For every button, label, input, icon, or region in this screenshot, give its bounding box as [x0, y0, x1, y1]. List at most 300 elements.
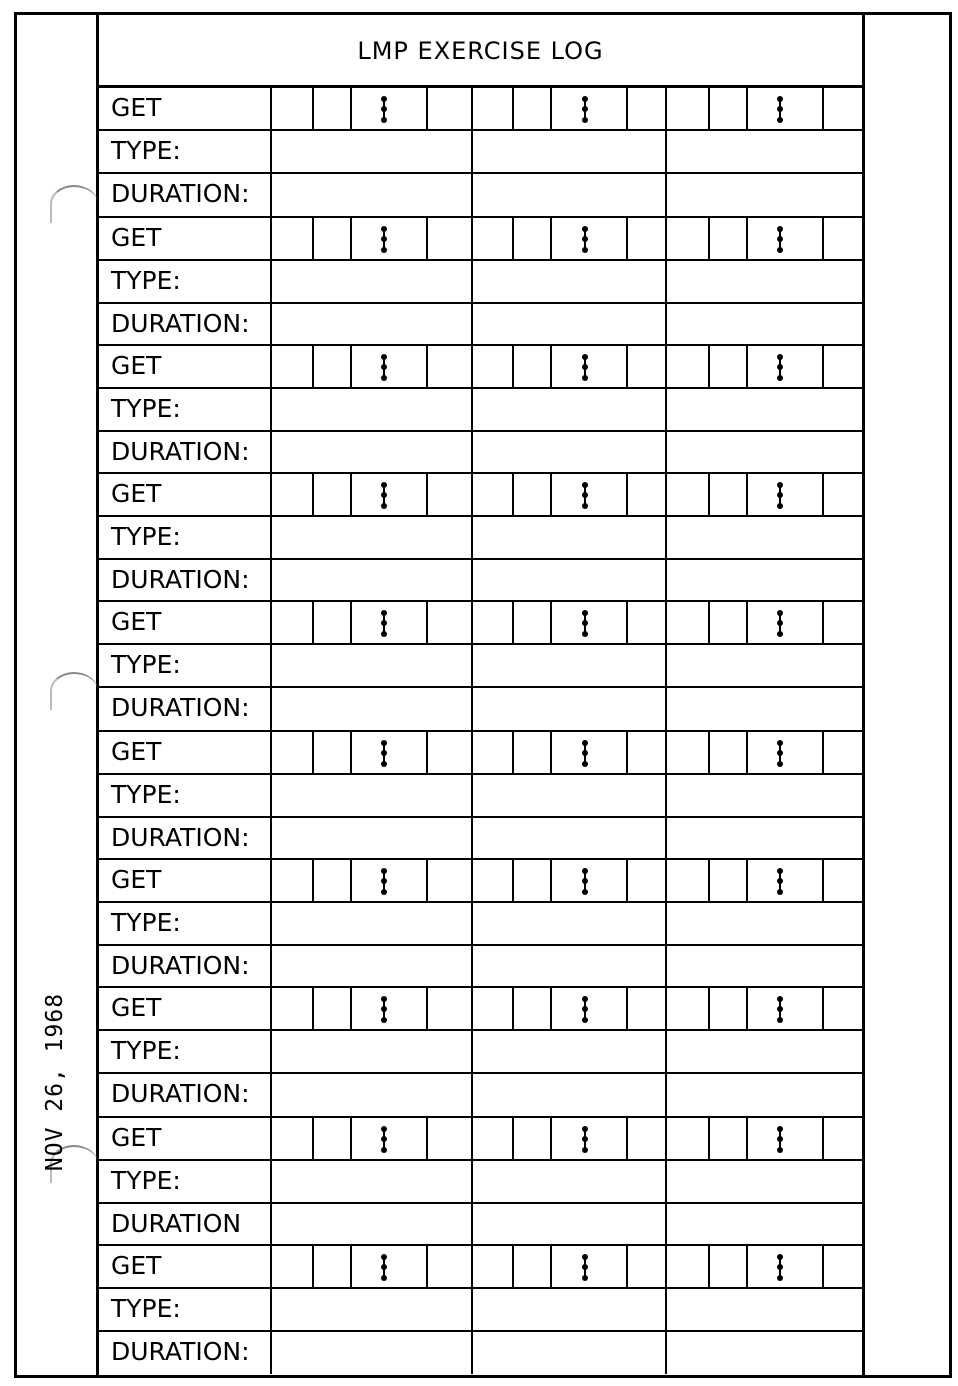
time-separator-dots [381, 866, 387, 897]
duration-entry-field[interactable] [667, 174, 862, 216]
digit-box-divider [512, 860, 514, 901]
type-label: TYPE: [111, 650, 181, 679]
type-label: TYPE: [111, 780, 181, 809]
type-entry-field[interactable] [473, 131, 665, 172]
digit-box-divider [312, 602, 314, 643]
digit-box-divider [312, 988, 314, 1029]
field-divider [270, 602, 272, 643]
separator-dot [582, 631, 588, 637]
separator-dot [582, 1275, 588, 1281]
type-entry-field[interactable] [272, 775, 471, 816]
duration-entry-field[interactable] [667, 560, 862, 600]
separator-dot [381, 1136, 387, 1142]
time-separator-dots [777, 1252, 783, 1283]
column-divider [665, 988, 667, 1029]
digit-box-divider [426, 732, 428, 773]
digit-box-divider [708, 346, 710, 387]
duration-entry-field[interactable] [473, 946, 665, 986]
digit-box-divider [708, 1118, 710, 1159]
duration-entry-field[interactable] [272, 560, 471, 600]
get-label: GET [111, 737, 162, 766]
type-entry-field[interactable] [473, 775, 665, 816]
column-divider [665, 218, 667, 259]
separator-dot [777, 503, 783, 509]
digit-box-divider [426, 474, 428, 515]
digit-box-divider [350, 1246, 352, 1287]
duration-entry-field[interactable] [667, 1332, 862, 1374]
separator-dot [582, 117, 588, 123]
duration-entry-field[interactable] [473, 1204, 665, 1244]
separator-dot [777, 878, 783, 884]
type-row [99, 1031, 862, 1074]
separator-dot [381, 878, 387, 884]
separator-dot [381, 1017, 387, 1023]
separator-dot [381, 610, 387, 616]
log-entry [99, 988, 862, 1118]
digit-box-divider [626, 218, 628, 259]
digit-box-divider [626, 1246, 628, 1287]
separator-dot [777, 1254, 783, 1260]
digit-box-divider [312, 732, 314, 773]
digit-box-divider [626, 732, 628, 773]
separator-dot [582, 868, 588, 874]
duration-entry-field[interactable] [667, 688, 862, 730]
time-separator-dots [777, 94, 783, 125]
type-entry-field[interactable] [473, 517, 665, 558]
separator-dot [381, 492, 387, 498]
digit-box-divider [512, 88, 514, 129]
type-entry-field[interactable] [473, 1031, 665, 1072]
time-separator-dots [777, 352, 783, 383]
separator-dot [777, 492, 783, 498]
type-label: TYPE: [111, 1166, 181, 1195]
column-divider [471, 860, 473, 901]
field-divider [270, 1246, 272, 1287]
duration-row [99, 560, 862, 602]
time-separator-dots [381, 1252, 387, 1283]
field-divider [270, 218, 272, 259]
digit-box-divider [350, 218, 352, 259]
column-divider [471, 1246, 473, 1287]
separator-dot [381, 761, 387, 767]
time-separator-dots [381, 738, 387, 769]
log-entry [99, 218, 862, 346]
duration-entry-field[interactable] [473, 1332, 665, 1374]
digit-box-divider [626, 602, 628, 643]
log-entry [99, 860, 862, 988]
digit-box-divider [550, 988, 552, 1029]
separator-dot [582, 1017, 588, 1023]
separator-dot [381, 482, 387, 488]
duration-entry-field[interactable] [667, 818, 862, 858]
separator-dot [381, 1264, 387, 1270]
type-entry-field[interactable] [667, 1289, 862, 1330]
duration-entry-field[interactable] [272, 304, 471, 344]
separator-dot [381, 631, 387, 637]
type-entry-field[interactable] [667, 1161, 862, 1202]
separator-dot [777, 364, 783, 370]
type-entry-field[interactable] [473, 1289, 665, 1330]
type-entry-field[interactable] [272, 1289, 471, 1330]
time-separator-dots [381, 994, 387, 1025]
separator-dot [777, 868, 783, 874]
digit-box-divider [626, 860, 628, 901]
digit-box-divider [426, 88, 428, 129]
type-entry-field[interactable] [473, 389, 665, 430]
duration-entry-field[interactable] [473, 688, 665, 730]
digit-box-divider [626, 346, 628, 387]
digit-box-divider [708, 860, 710, 901]
column-divider [471, 602, 473, 643]
digit-box-divider [822, 346, 824, 387]
column-divider [665, 602, 667, 643]
duration-row [99, 1074, 862, 1118]
digit-box-divider [312, 474, 314, 515]
digit-box-divider [822, 732, 824, 773]
digit-box-divider [822, 860, 824, 901]
digit-box-divider [550, 860, 552, 901]
digit-box-divider [512, 474, 514, 515]
duration-row [99, 304, 862, 346]
separator-dot [582, 375, 588, 381]
type-entry-field[interactable] [272, 261, 471, 302]
duration-entry-field[interactable] [272, 1204, 471, 1244]
duration-entry-field[interactable] [272, 174, 471, 216]
get-row [99, 88, 862, 131]
column-divider [665, 860, 667, 901]
separator-dot [582, 761, 588, 767]
separator-dot [777, 1017, 783, 1023]
digit-box-divider [350, 88, 352, 129]
separator-dot [777, 620, 783, 626]
time-separator-dots [777, 1124, 783, 1155]
digit-box-divider [708, 602, 710, 643]
type-entry-field[interactable] [473, 645, 665, 686]
separator-dot [381, 889, 387, 895]
type-entry-field[interactable] [473, 261, 665, 302]
type-entry-field[interactable] [473, 1161, 665, 1202]
type-entry-field[interactable] [272, 903, 471, 944]
digit-box-divider [426, 1118, 428, 1159]
duration-entry-field[interactable] [473, 174, 665, 216]
separator-dot [381, 996, 387, 1002]
type-label: TYPE: [111, 394, 181, 423]
separator-dot [582, 750, 588, 756]
digit-box-divider [550, 474, 552, 515]
time-separator-dots [381, 94, 387, 125]
time-separator-dots [582, 352, 588, 383]
separator-dot [582, 226, 588, 232]
get-row [99, 1246, 862, 1289]
duration-label: DURATION: [111, 565, 250, 594]
separator-dot [777, 117, 783, 123]
log-entry [99, 602, 862, 732]
duration-entry-field[interactable] [473, 818, 665, 858]
time-separator-dots [582, 94, 588, 125]
duration-entry-field[interactable] [272, 432, 471, 472]
digit-box-divider [512, 1246, 514, 1287]
duration-entry-field[interactable] [272, 1074, 471, 1116]
digit-box-divider [350, 602, 352, 643]
time-separator-dots [582, 1124, 588, 1155]
duration-label: DURATION: [111, 179, 250, 208]
digit-box-divider [312, 218, 314, 259]
separator-dot [777, 750, 783, 756]
digit-box-divider [426, 346, 428, 387]
time-separator-dots [777, 480, 783, 511]
digit-box-divider [350, 1118, 352, 1159]
separator-dot [777, 247, 783, 253]
separator-dot [582, 620, 588, 626]
digit-box-divider [312, 88, 314, 129]
time-separator-dots [582, 866, 588, 897]
type-entry-field[interactable] [272, 517, 471, 558]
separator-dot [582, 236, 588, 242]
log-entry [99, 88, 862, 218]
column-divider [665, 474, 667, 515]
separator-dot [582, 878, 588, 884]
get-label: GET [111, 993, 162, 1022]
separator-dot [777, 1275, 783, 1281]
digit-box-divider [512, 988, 514, 1029]
digit-box-divider [512, 732, 514, 773]
digit-box-divider [512, 218, 514, 259]
duration-label: DURATION: [111, 951, 250, 980]
get-label: GET [111, 607, 162, 636]
separator-dot [381, 117, 387, 123]
type-entry-field[interactable] [667, 1031, 862, 1072]
duration-label: DURATION [111, 1209, 242, 1238]
column-divider [471, 988, 473, 1029]
column-divider [471, 1118, 473, 1159]
digit-box-divider [350, 732, 352, 773]
digit-box-divider [550, 1246, 552, 1287]
column-divider [471, 218, 473, 259]
digit-box-divider [426, 1246, 428, 1287]
digit-box-divider [708, 1246, 710, 1287]
separator-dot [582, 247, 588, 253]
field-divider [270, 346, 272, 387]
type-entry-field[interactable] [667, 261, 862, 302]
field-divider [270, 732, 272, 773]
time-separator-dots [381, 224, 387, 255]
separator-dot [381, 375, 387, 381]
digit-box-divider [822, 88, 824, 129]
digit-box-divider [350, 474, 352, 515]
type-row [99, 1289, 862, 1332]
column-divider [665, 732, 667, 773]
digit-box-divider [708, 474, 710, 515]
digit-box-divider [512, 1118, 514, 1159]
time-separator-dots [777, 994, 783, 1025]
time-separator-dots [582, 994, 588, 1025]
column-divider [665, 1118, 667, 1159]
separator-dot [381, 364, 387, 370]
digit-box-divider [708, 732, 710, 773]
field-divider [270, 88, 272, 129]
duration-entry-field[interactable] [473, 432, 665, 472]
digit-box-divider [426, 860, 428, 901]
type-entry-field[interactable] [272, 1161, 471, 1202]
exercise-log-table [99, 88, 862, 1374]
separator-dot [381, 620, 387, 626]
separator-dot [582, 740, 588, 746]
type-entry-field[interactable] [667, 903, 862, 944]
duration-entry-field[interactable] [667, 432, 862, 472]
separator-dot [777, 1126, 783, 1132]
duration-entry-field[interactable] [272, 1332, 471, 1374]
separator-dot [582, 889, 588, 895]
duration-entry-field[interactable] [667, 304, 862, 344]
digit-box-divider [822, 602, 824, 643]
separator-dot [582, 1136, 588, 1142]
separator-dot [582, 96, 588, 102]
get-row [99, 1118, 862, 1161]
type-entry-field[interactable] [272, 389, 471, 430]
type-label: TYPE: [111, 136, 181, 165]
type-entry-field[interactable] [272, 1031, 471, 1072]
get-row [99, 474, 862, 517]
digit-box-divider [550, 218, 552, 259]
type-row [99, 261, 862, 304]
log-entry [99, 732, 862, 860]
duration-entry-field[interactable] [272, 688, 471, 730]
log-entry [99, 1246, 862, 1374]
separator-dot [777, 354, 783, 360]
get-label: GET [111, 1251, 162, 1280]
type-entry-field[interactable] [272, 645, 471, 686]
duration-entry-field[interactable] [272, 946, 471, 986]
separator-dot [381, 1254, 387, 1260]
duration-label: DURATION: [111, 693, 250, 722]
duration-entry-field[interactable] [667, 1204, 862, 1244]
digit-box-divider [626, 88, 628, 129]
digit-box-divider [708, 88, 710, 129]
type-row [99, 775, 862, 818]
time-separator-dots [381, 1124, 387, 1155]
duration-entry-field[interactable] [272, 818, 471, 858]
separator-dot [582, 354, 588, 360]
type-entry-field[interactable] [667, 775, 862, 816]
duration-row [99, 174, 862, 218]
duration-entry-field[interactable] [667, 946, 862, 986]
separator-dot [777, 996, 783, 1002]
digit-box-divider [550, 602, 552, 643]
separator-dot [381, 236, 387, 242]
separator-dot [582, 1147, 588, 1153]
get-row [99, 860, 862, 903]
separator-dot [777, 761, 783, 767]
duration-row [99, 1332, 862, 1374]
type-row [99, 1161, 862, 1204]
type-entry-field[interactable] [473, 903, 665, 944]
digit-box-divider [746, 1118, 748, 1159]
get-label: GET [111, 93, 162, 122]
digit-box-divider [550, 732, 552, 773]
digit-box-divider [550, 346, 552, 387]
binder-hole [50, 185, 98, 223]
separator-dot [777, 236, 783, 242]
column-divider [471, 346, 473, 387]
get-label: GET [111, 223, 162, 252]
separator-dot [777, 482, 783, 488]
column-divider [471, 88, 473, 129]
digit-box-divider [350, 346, 352, 387]
digit-box-divider [426, 602, 428, 643]
time-separator-dots [582, 224, 588, 255]
digit-box-divider [550, 1118, 552, 1159]
right-margin-rule [862, 12, 865, 1378]
digit-box-divider [312, 860, 314, 901]
column-divider [665, 1246, 667, 1287]
digit-box-divider [746, 602, 748, 643]
field-divider [270, 1118, 272, 1159]
type-entry-field[interactable] [667, 389, 862, 430]
type-entry-field[interactable] [667, 131, 862, 172]
time-separator-dots [777, 224, 783, 255]
type-row [99, 903, 862, 946]
separator-dot [777, 1136, 783, 1142]
duration-entry-field[interactable] [667, 1074, 862, 1116]
duration-label: DURATION: [111, 309, 250, 338]
duration-entry-field[interactable] [473, 304, 665, 344]
duration-entry-field[interactable] [473, 560, 665, 600]
time-separator-dots [582, 1252, 588, 1283]
separator-dot [777, 740, 783, 746]
time-separator-dots [582, 738, 588, 769]
digit-box-divider [550, 88, 552, 129]
separator-dot [777, 631, 783, 637]
duration-label: DURATION: [111, 1337, 250, 1366]
type-entry-field[interactable] [667, 645, 862, 686]
type-row [99, 389, 862, 432]
digit-box-divider [312, 1246, 314, 1287]
type-label: TYPE: [111, 522, 181, 551]
duration-label: DURATION: [111, 1079, 250, 1108]
digit-box-divider [822, 474, 824, 515]
duration-row [99, 818, 862, 860]
duration-entry-field[interactable] [473, 1074, 665, 1116]
digit-box-divider [426, 218, 428, 259]
duration-label: DURATION: [111, 437, 250, 466]
digit-box-divider [350, 988, 352, 1029]
separator-dot [381, 1147, 387, 1153]
log-entry [99, 346, 862, 474]
separator-dot [582, 1006, 588, 1012]
type-entry-field[interactable] [667, 517, 862, 558]
separator-dot [381, 354, 387, 360]
type-entry-field[interactable] [272, 131, 471, 172]
digit-box-divider [822, 1246, 824, 1287]
get-label: GET [111, 479, 162, 508]
column-divider [665, 346, 667, 387]
type-label: TYPE: [111, 908, 181, 937]
get-label: GET [111, 865, 162, 894]
separator-dot [777, 226, 783, 232]
separator-dot [381, 1126, 387, 1132]
separator-dot [777, 610, 783, 616]
type-label: TYPE: [111, 1294, 181, 1323]
time-separator-dots [777, 608, 783, 639]
separator-dot [777, 375, 783, 381]
digit-box-divider [626, 1118, 628, 1159]
digit-box-divider [708, 218, 710, 259]
digit-box-divider [822, 218, 824, 259]
type-label: TYPE: [111, 266, 181, 295]
type-row [99, 131, 862, 174]
digit-box-divider [746, 732, 748, 773]
get-row [99, 988, 862, 1031]
